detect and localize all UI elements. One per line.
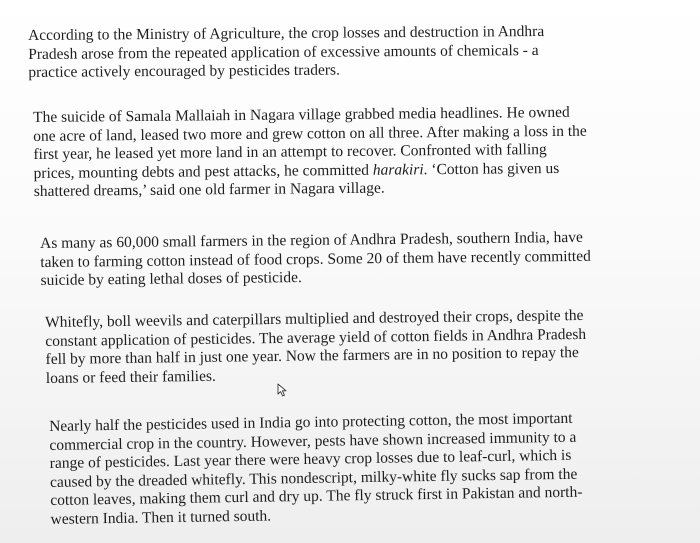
paragraph-4 — [45, 307, 587, 388]
text-line: constant application of pesticides. The average yield of cotton fields in Andhra Pradesh — [45, 325, 587, 350]
text-line: fell by more than half in just one year. Now the farmers are in no position to repay the — [45, 344, 579, 369]
text-run: . ‘Cotton has given us — [423, 159, 560, 179]
italic-term: harakiri — [372, 161, 424, 179]
text-line: western India. Then it turned south. — [50, 507, 272, 528]
text-line: Whitefly, boll weevils and caterpillars multiplied and destroyed their crops, despite the — [45, 306, 584, 331]
text-run: prices, mounting debts and pest attacks, he committed — [33, 161, 370, 182]
text-line: range of pesticides. Last year there were heavy crop losses due to leaf-curl, which is — [49, 446, 572, 473]
text-line: According to the Ministry of Agriculture, the crop losses and destruction in Andhra — [28, 22, 545, 44]
text-line: As many as 60,000 small farmers in the region of Andhra Pradesh, southern India, have — [40, 228, 583, 252]
text-line: shattered dreams,’ said one old farmer in Nagara village. — [33, 180, 385, 201]
text-line: cotton leaves, making them curl and dry up. The fly struck first in Pakistan and north- — [50, 484, 583, 510]
text-line: loans or feed their families. — [45, 367, 216, 387]
text-line: commercial crop in the country. However, pests have shown increased immunity to a — [49, 428, 577, 454]
paragraph-3 — [40, 229, 591, 291]
text-line: suicide by eating lethal doses of pesticide. — [40, 269, 302, 290]
paragraph-2 — [33, 104, 587, 202]
text-line: first year, he leased yet more land in an attempt to recover. Confronted with falling — [33, 141, 547, 164]
mouse-pointer-icon — [277, 383, 289, 397]
text-line: caused by the dreaded whitefly. This nondescript, milky-white fly sucks sap from the — [49, 465, 578, 491]
text-line: practice actively encouraged by pesticides traders. — [28, 61, 340, 82]
paragraph-5 — [49, 410, 583, 530]
text-line: one acre of land, leased two more and grew cotton on all three. After making a loss in the — [33, 122, 587, 145]
text-line: Pradesh arose from the repeated application of excessive amounts of chemicals - a — [28, 41, 539, 63]
text-line: The suicide of Samala Mallaiah in Nagara village grabbed media headlines. He owned — [33, 103, 570, 126]
text-line: taken to farming cotton instead of food crops. Some 20 of them have recently committed — [40, 247, 591, 271]
text-line: Nearly half the pesticides used in India go into protecting cotton, the most important — [49, 409, 573, 435]
paragraph-1 — [28, 23, 545, 83]
